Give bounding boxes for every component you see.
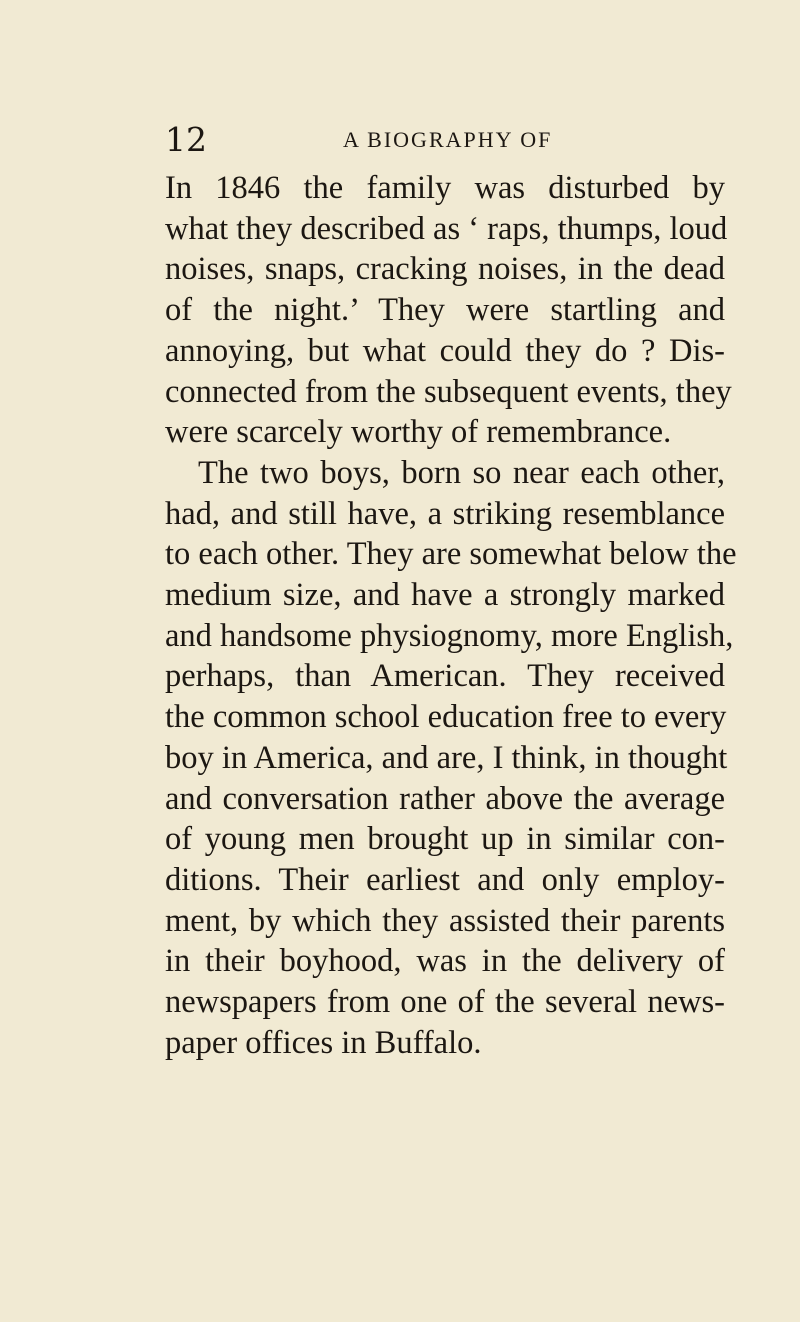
text-line: of young men brought up in similar con- [165, 821, 725, 858]
running-title: A BIOGRAPHY OF [343, 127, 553, 152]
text-line: connected from the subsequent events, they [165, 373, 732, 410]
text-line: noises, snaps, cracking noises, in the dead [165, 251, 725, 288]
text-line: the common school education free to every [165, 699, 727, 736]
paragraph-2 [165, 453, 737, 1064]
text-line: what they described as ‘ raps, thumps, loud [165, 210, 728, 247]
text-line: ment, by which they assisted their parents [165, 902, 725, 939]
text-line: In 1846 the family was disturbed by [165, 170, 725, 206]
page-number: 12 [165, 120, 207, 159]
running-head [165, 120, 720, 160]
text-line: The two boys, born so near each other, [198, 454, 725, 491]
text-line: newspapers from one of the several news- [165, 984, 725, 1021]
text-line: medium size, and have a strongly marked [165, 577, 725, 614]
text-line: annoying, but what could they do ? Dis- [165, 332, 725, 369]
text-line: and conversation rather above the average [165, 780, 725, 817]
text-line: paper offices in Buffalo. [165, 1024, 482, 1061]
paragraph-1 [165, 168, 732, 453]
text-line: ditions. Their earliest and only employ- [165, 861, 725, 898]
text-line: had, and still have, a striking resemblance [165, 495, 725, 532]
text-line: were scarcely worthy of remembrance. [165, 414, 672, 451]
text-line: in their boyhood, was in the delivery of [165, 943, 725, 980]
text-line: perhaps, than American. They received [165, 658, 725, 695]
text-line: of the night.’ They were startling and [165, 292, 725, 329]
body-text [165, 168, 737, 1063]
text-line: and handsome physiognomy, more English, [165, 617, 734, 654]
text-line: boy in America, and are, I think, in thought [165, 739, 728, 776]
text-line: to each other. They are somewhat below the [165, 536, 737, 573]
